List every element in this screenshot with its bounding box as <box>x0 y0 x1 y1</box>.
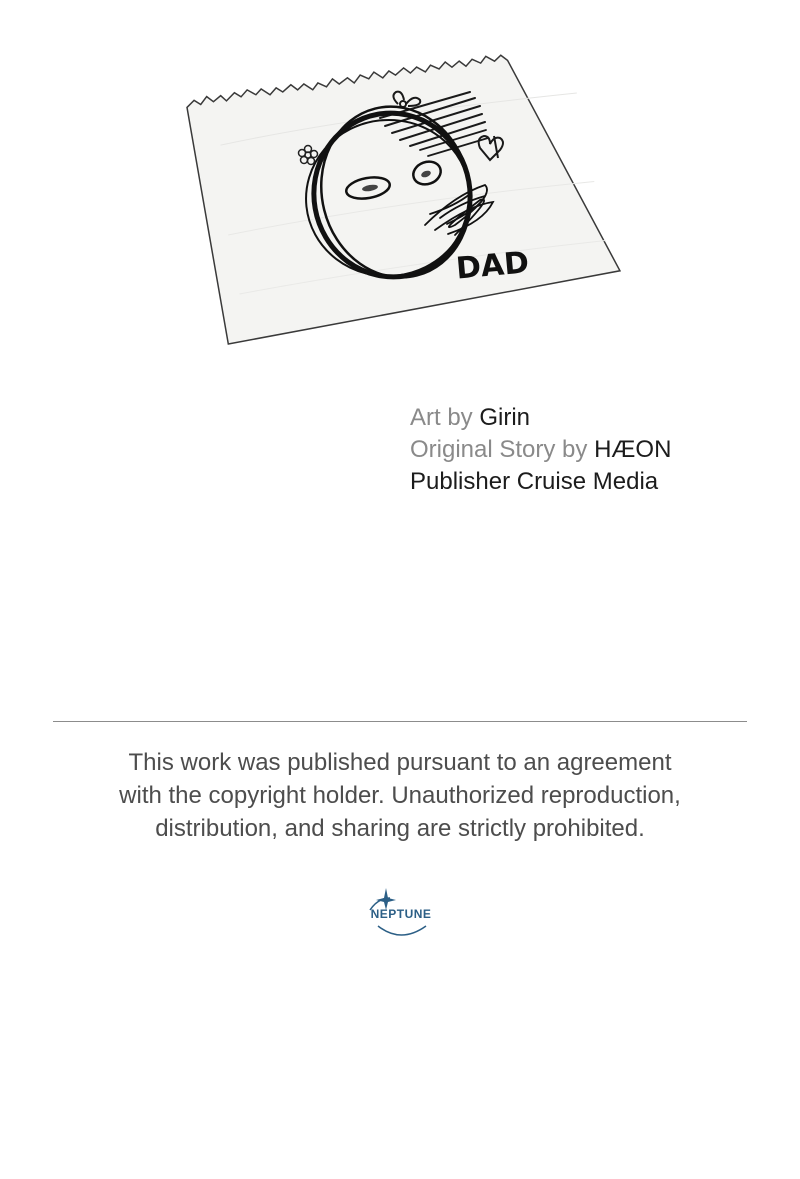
credits-block <box>410 402 671 498</box>
copyright-notice-line: This work was published pursuant to an agreement <box>128 749 672 776</box>
neptune-logo-text: NEPTUNE <box>370 907 432 921</box>
copyright-notice-line: with the copyright holder. Unauthorized reproduction, <box>119 782 681 809</box>
credit-art <box>410 402 671 434</box>
credit-story-value: HÆON <box>594 436 672 463</box>
credit-art-label: Art by <box>410 404 473 431</box>
credit-publisher <box>410 466 671 498</box>
credit-story <box>410 434 671 466</box>
credit-art-value: Girin <box>479 404 531 431</box>
child-drawing-illustration <box>170 0 640 370</box>
section-divider <box>53 721 747 722</box>
drawing-caption: DAD <box>454 245 531 287</box>
credit-publisher-value: Cruise Media <box>516 468 659 495</box>
credit-publisher-label: Publisher <box>410 468 511 495</box>
copyright-notice <box>0 746 800 845</box>
neptune-logo <box>356 886 446 942</box>
credit-story-label: Original Story by <box>410 436 588 463</box>
copyright-notice-line: distribution, and sharing are strictly prohibited. <box>155 815 645 842</box>
